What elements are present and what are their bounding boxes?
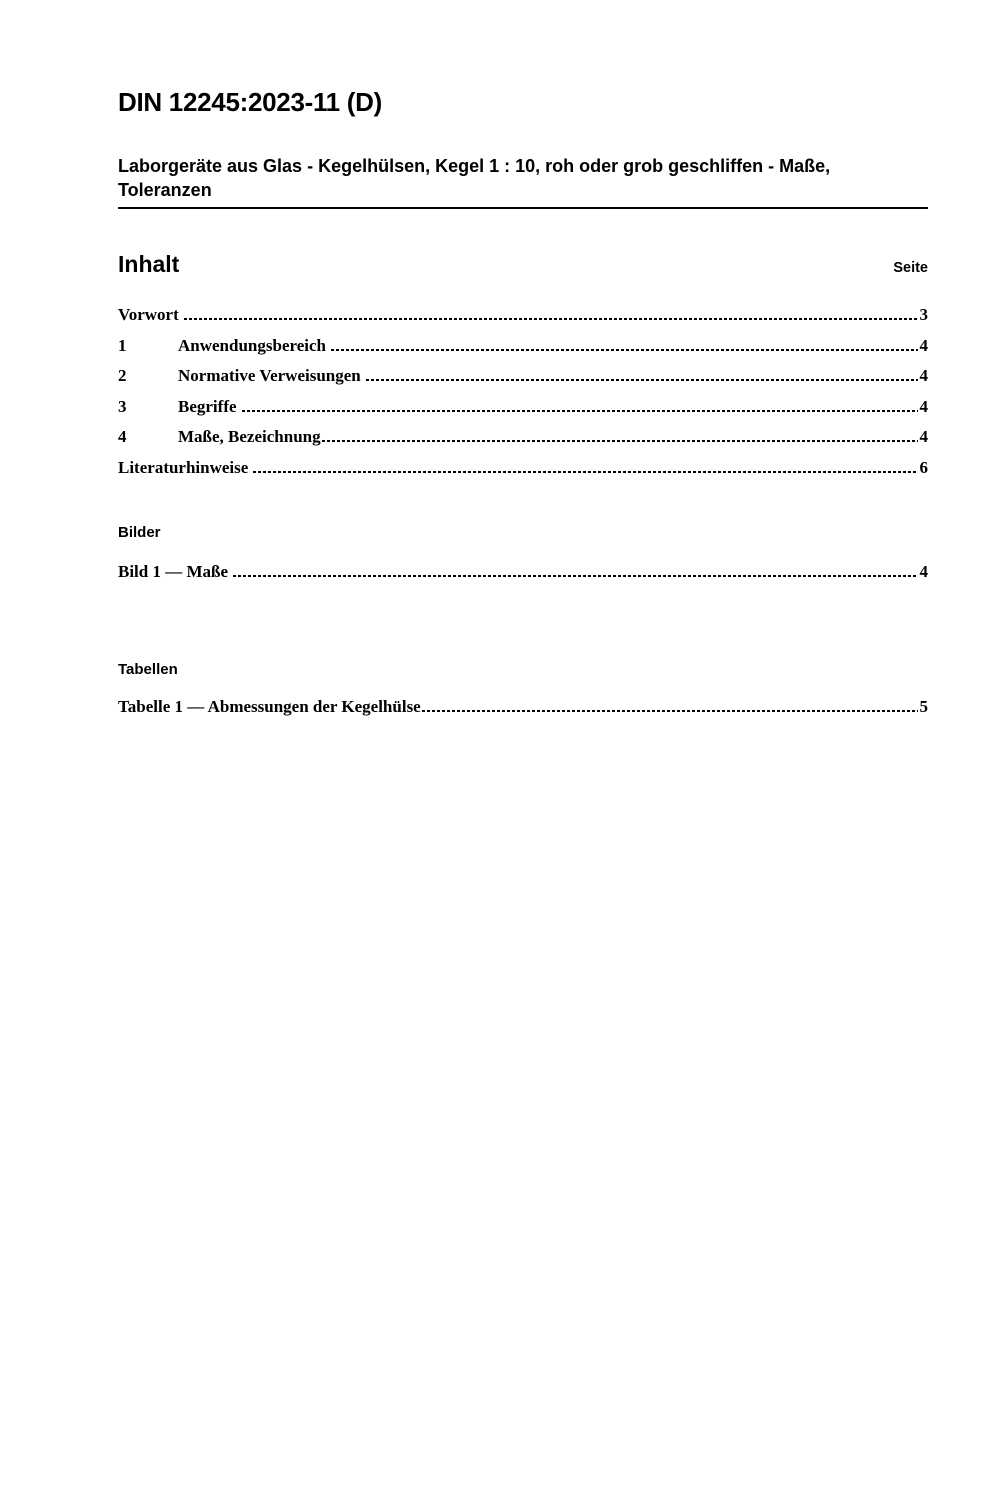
tables-section-heading: Tabellen bbox=[118, 660, 178, 678]
figure-entry-label: Bild 1 — Maße bbox=[118, 561, 229, 581]
toc-entry-literaturhinweise bbox=[118, 458, 928, 477]
document-page bbox=[0, 88, 992, 1491]
figures-section-heading: Bilder bbox=[118, 523, 161, 541]
toc-entry-number: 4 bbox=[118, 427, 127, 446]
toc-entry-label: Normative Verweisungen bbox=[178, 366, 361, 385]
toc-entry-label: Anwendungsbereich bbox=[178, 335, 326, 355]
dot-leader bbox=[422, 710, 918, 712]
toc-entry-vorwort bbox=[118, 305, 928, 324]
toc-entry-label: Maße, Bezeichnung bbox=[178, 427, 321, 446]
toc-entry-page: 4 bbox=[919, 427, 928, 446]
toc-entry-anwendungsbereich bbox=[118, 336, 928, 355]
table-of-contents bbox=[118, 305, 928, 477]
toc-entry-page: 4 bbox=[919, 366, 928, 385]
dot-leader bbox=[233, 575, 917, 577]
page-column-label: Seite bbox=[893, 260, 928, 276]
dot-leader bbox=[331, 349, 918, 351]
dot-leader bbox=[322, 440, 918, 442]
toc-entry-page: 3 bbox=[919, 305, 928, 324]
dot-leader bbox=[366, 379, 918, 381]
toc-entry-label: Literaturhinweise bbox=[118, 457, 249, 477]
doc-number: DIN 12245:2023-11 (D) bbox=[118, 87, 382, 117]
toc-entry-label: Begriffe bbox=[178, 396, 237, 416]
doc-title: Laborgeräte aus Glas - Kegelhülsen, Kegel 1 : 10, roh oder grob geschliffen - Maße, Toleranzen bbox=[118, 154, 928, 209]
figure-entry-page: 4 bbox=[919, 561, 928, 581]
contents-header-row bbox=[118, 251, 928, 277]
dot-leader bbox=[242, 410, 918, 412]
toc-entry-page: 4 bbox=[919, 396, 928, 416]
toc-entry-number: 3 bbox=[118, 396, 127, 416]
table-list-entry bbox=[118, 697, 928, 716]
toc-entry-page: 6 bbox=[919, 457, 928, 477]
toc-entry-number: 1 bbox=[118, 335, 127, 355]
toc-entry-masse-bezeichnung bbox=[118, 427, 928, 446]
dot-leader bbox=[184, 318, 918, 320]
toc-entry-normative-verweisungen bbox=[118, 366, 928, 385]
contents-heading: Inhalt bbox=[118, 251, 180, 277]
toc-entry-number: 2 bbox=[118, 366, 127, 385]
table-entry-page: 5 bbox=[919, 696, 928, 716]
table-entry-label: Tabelle 1 — Abmessungen der Kegelhülse bbox=[118, 696, 421, 716]
toc-entry-label: Vorwort bbox=[118, 305, 179, 324]
dot-leader bbox=[253, 471, 917, 473]
toc-entry-page: 4 bbox=[919, 335, 928, 355]
figure-list-entry bbox=[118, 562, 928, 581]
toc-entry-begriffe bbox=[118, 397, 928, 416]
